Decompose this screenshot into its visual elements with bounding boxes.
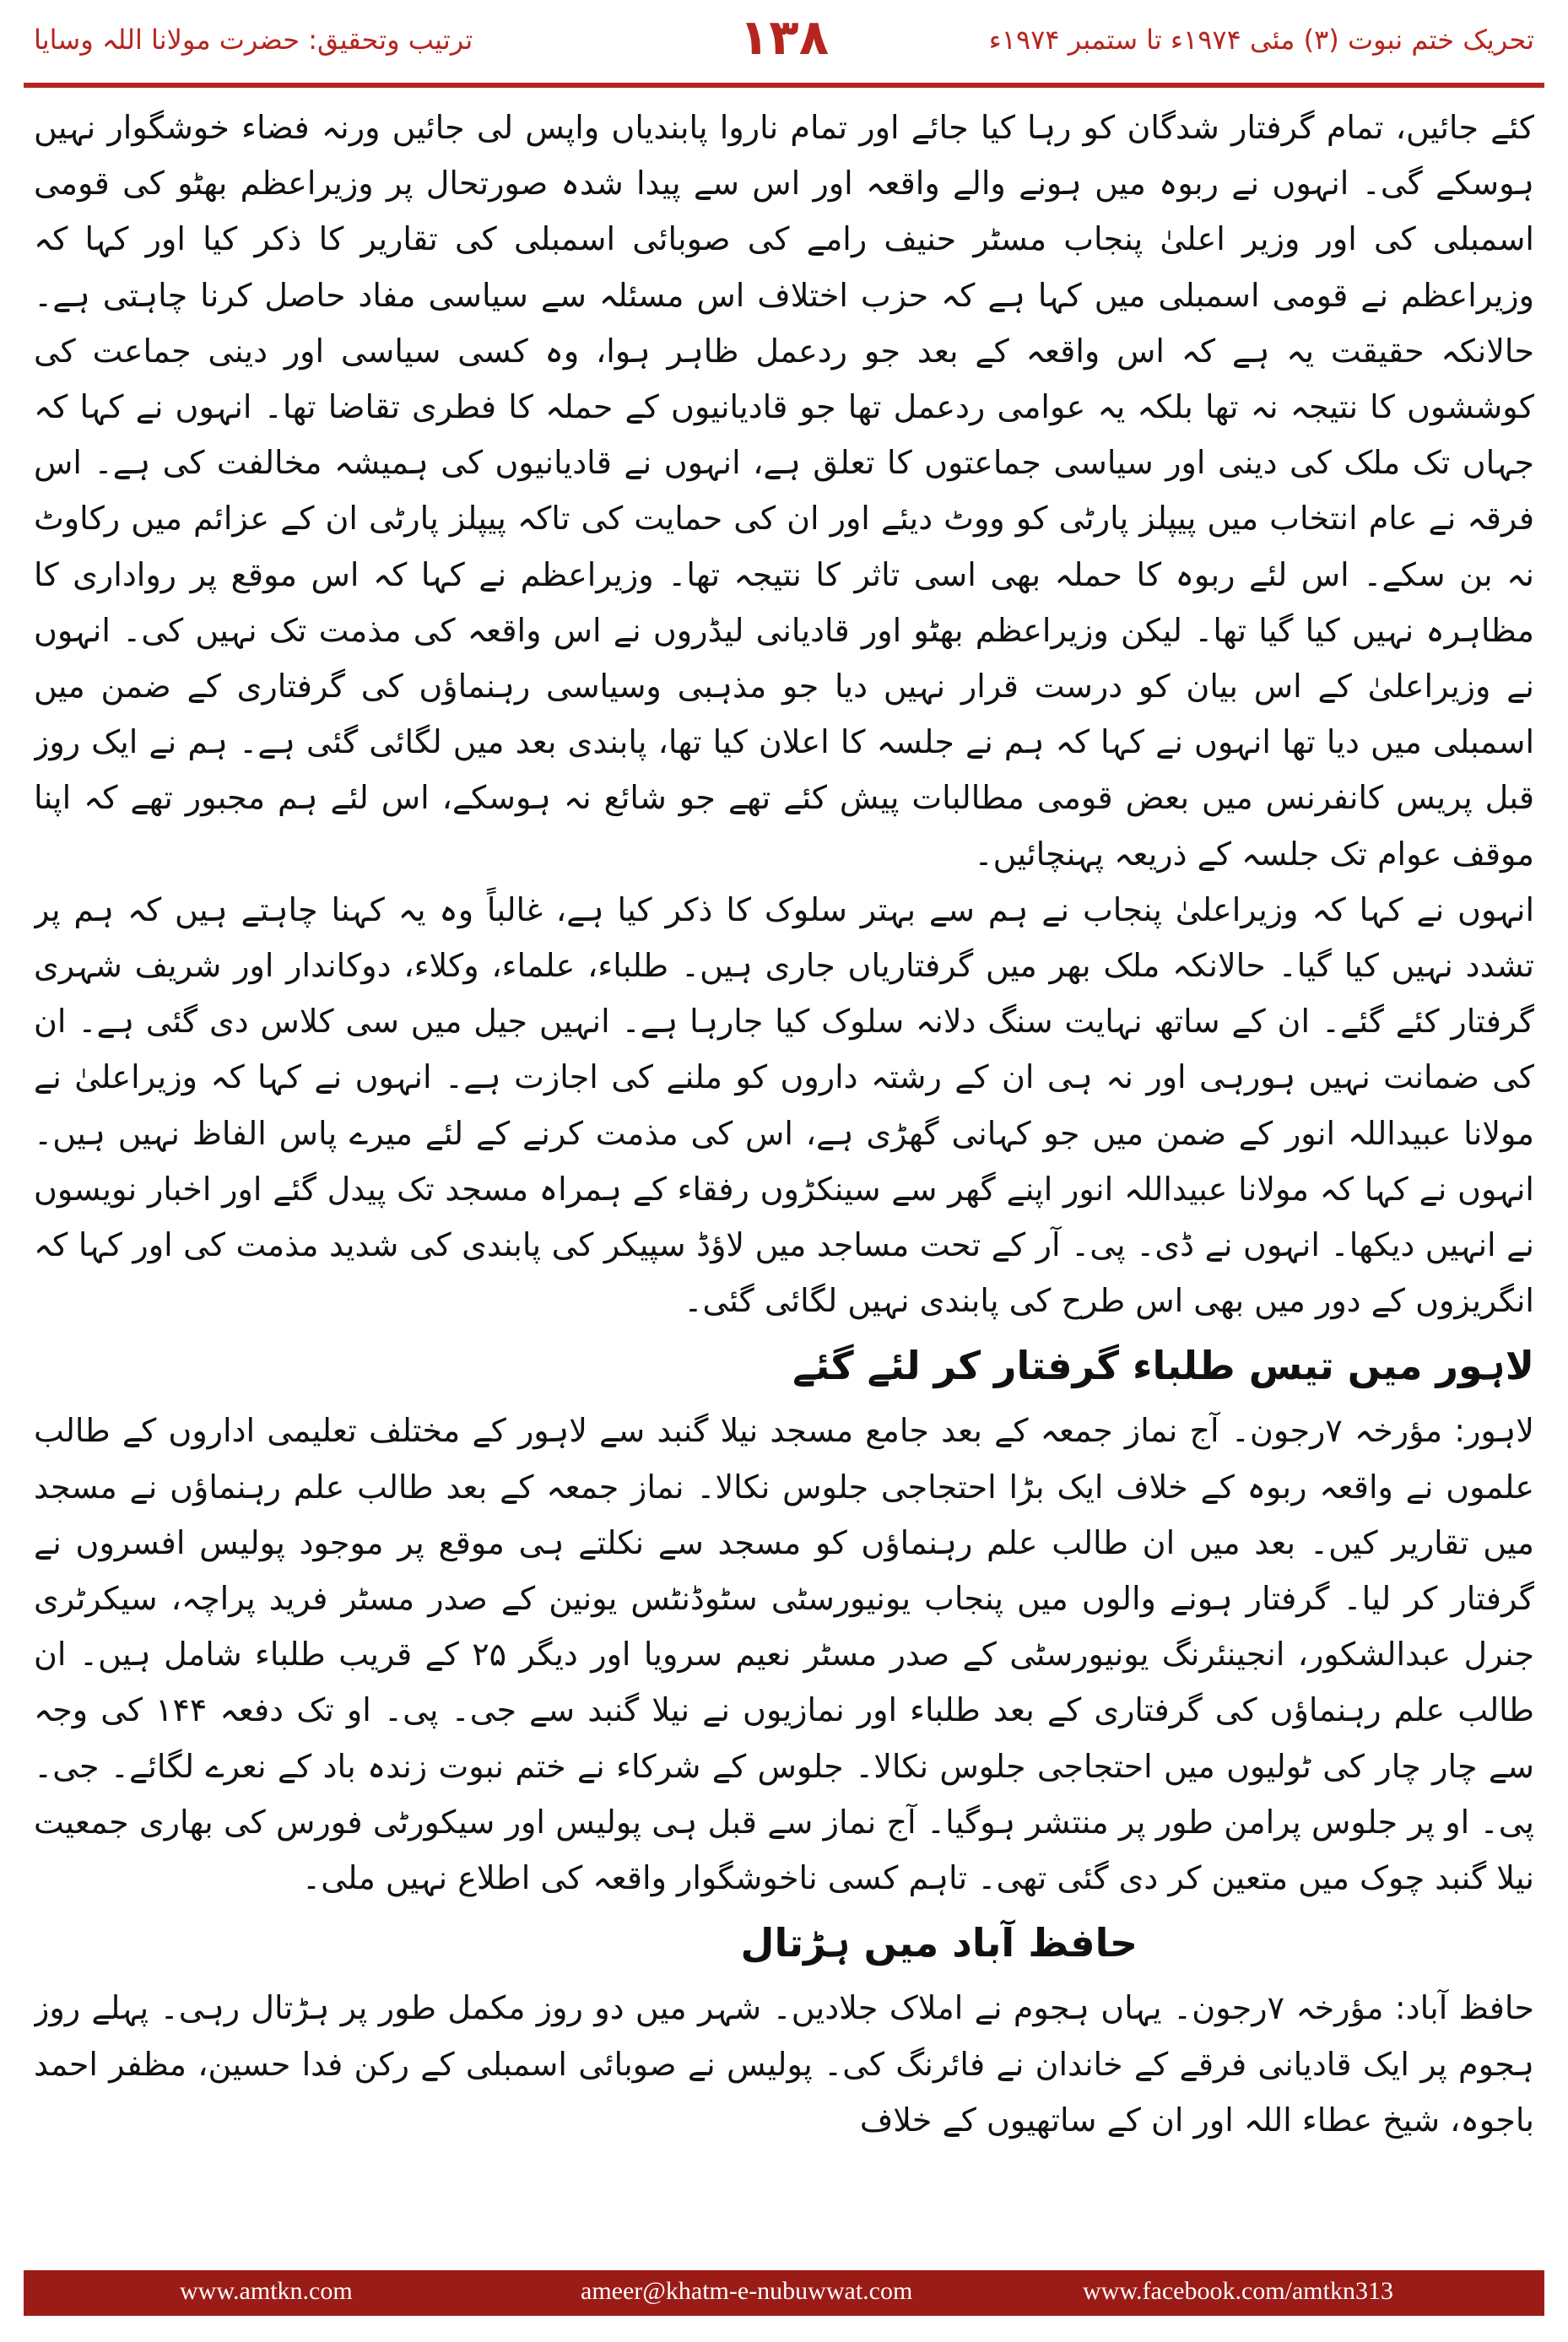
page-header	[0, 0, 1568, 84]
book-title: تحریک ختم نبوت (۳) مئی ۱۹۷۴ء تا ستمبر ۱۹۷۴ء	[988, 24, 1534, 56]
footer-email-link[interactable]: ameer@khatm-e-nubuwwat.com	[581, 2277, 913, 2305]
page-footer	[0, 2270, 1568, 2342]
compiler-credit: ترتیب وتحقیق: حضرت مولانا اللہ وسایا	[34, 24, 473, 56]
footer-website-link[interactable]: www.amtkn.com	[180, 2277, 353, 2305]
section-heading-lahore: لاہور میں تیس طلباء گرفتار کر لئے گئے	[792, 1343, 1534, 1389]
paragraph-1: کئے جائیں، تمام گرفتار شدگان کو رہا کیا جائے اور تمام ناروا پابندیاں واپس لی جائیں ورنہ فضاء خوشگوار نہیں ہوسکے گی۔ انہوں نے ربوہ میں ہونے والے واقعہ اور اس سے پیدا شدہ صورتحال پر وزیراعظم بھٹو کی قومی اسمبلی کی اور وزیر اعلیٰ پنجاب مسٹر حنیف رامے کی صوبائی اسمبلی کی تقاریر کا ذکر کیا اور کہا کہ وزیراعظم نے قومی اسمبلی میں کہا ہے کہ حزب اختلاف اس مسئلہ سے سیاسی مفاد حاصل کرنا چاہتی ہے۔ حالانکہ حقیقت یہ ہے کہ اس واقعہ کے بعد جو ردعمل ظاہر ہوا، وہ کسی سیاسی اور دینی جماعت کی کوششوں کا نتیجہ نہ تھا بلکہ یہ عوامی ردعمل تھا جو قادیانیوں کے حملہ کا فطری تقاضا تھا۔ انہوں نے کہا کہ جہاں تک ملک کی دینی اور سیاسی جماعتوں کا تعلق ہے، انہوں نے قادیانیوں کی ہمیشہ مخالفت کی ہے۔ اس فرقہ نے عام انتخاب میں پیپلز پارٹی کو ووٹ دیئے اور ان کی حمایت کی تاکہ پیپلز پارٹی ان کے عزائم میں رکاوٹ نہ بن سکے۔ اس لئے ربوہ کا حملہ بھی اسی تاثر کا نتیجہ تھا۔ وزیراعظم نے کہا کہ اس موقع پر رواداری کا مظاہرہ نہیں کیا گیا تھا۔ لیکن وزیراعظم بھٹو اور قادیانی لیڈروں نے اس واقعہ کی مذمت تک نہیں کی۔ انہوں نے وزیراعلیٰ کے اس بیان کو درست قرار نہیں دیا جو مذہبی وسیاسی رہنماؤں کی گرفتاری کے ضمن میں اسمبلی میں دیا تھا انہوں نے کہا کہ ہم نے جلسہ کا اعلان کیا تھا، پابندی بعد میں لگائی گئی ہے۔ ہم نے ایک روز قبل پریس کانفرنس میں بعض قومی مطالبات پیش کئے تھے جو شائع نہ ہوسکے، اس لئے ہم مجبور تھے کہ اپنا موقف عوام تک جلسہ کے ذریعہ پہنچائیں۔	[34, 109, 1534, 873]
footer-facebook-link[interactable]: www.facebook.com/amtkn313	[1083, 2277, 1393, 2305]
footer-bar	[24, 2270, 1544, 2316]
section-heading-hafizabad: حافظ آباد میں ہڑتال	[740, 1920, 1138, 1966]
paragraph-4: حافظ آباد: مؤرخہ ۷رجون۔ یہاں ہجوم نے املاک جلادیں۔ شہر میں دو روز مکمل طور پر ہڑتال رہی۔ پہلے روز ہجوم پر ایک قادیانی فرقے کے خاندان نے فائرنگ کی۔ پولیس نے صوبائی اسمبلی کے رکن فدا حسین، مظفر احمد باجوہ، شیخ عطاء اللہ اور ان کے ساتھیوں کے خلاف	[34, 1989, 1534, 2139]
page-body	[34, 100, 1534, 2235]
paragraph-3: لاہور: مؤرخہ ۷رجون۔ آج نماز جمعہ کے بعد جامع مسجد نیلا گنبد سے لاہور کے مختلف تعلیمی اداروں کے طالب علموں نے واقعہ ربوہ کے خلاف ایک بڑا احتجاجی جلوس نکالا۔ نماز جمعہ کے بعد طالب علم رہنماؤں نے مسجد میں تقاریر کیں۔ بعد میں ان طالب علم رہنماؤں کو مسجد سے نکلتے ہی موقع پر موجود پولیس افسروں نے گرفتار کر لیا۔ گرفتار ہونے والوں میں پنجاب یونیورسٹی سٹوڈنٹس یونین کے صدر مسٹر فرید پراچہ، سیکرٹری جنرل عبدالشکور، انجینئرنگ یونیورسٹی کے صدر مسٹر نعیم سرویا اور دیگر ۲۵ کے قریب طلباء شامل ہیں۔ ان طالب علم رہنماؤں کی گرفتاری کے بعد طلباء اور نمازیوں نے نیلا گنبد سے جی۔ پی۔ او تک دفعہ ۱۴۴ کی وجہ سے چار چار کی ٹولیوں میں احتجاجی جلوس نکالا۔ جلوس کے شرکاء نے ختم نبوت زندہ باد کے نعرے لگائے۔ جی۔ پی۔ او پر جلوس پرامن طور پر منتشر ہوگیا۔ آج نماز سے قبل ہی پولیس اور سیکورٹی فورس کی بھاری جمعیت نیلا گنبد چوک میں متعین کر دی گئی تھی۔ تاہم کسی ناخوشگوار واقعہ کی اطلاع نہیں ملی۔	[34, 1412, 1534, 1897]
page-number: ۱۳۸	[738, 8, 830, 66]
header-divider	[24, 83, 1544, 88]
paragraph-2: انہوں نے کہا کہ وزیراعلیٰ پنجاب نے ہم سے بہتر سلوک کا ذکر کیا ہے، غالباً وہ یہ کہنا چاہتے ہیں کہ ہم پر تشدد نہیں کیا گیا۔ حالانکہ ملک بھر میں گرفتاریاں جاری ہیں۔ طلباء، علماء، وکلاء، دوکاندار اور شریف شہری گرفتار کئے گئے۔ ان کے ساتھ نہایت سنگ دلانہ سلوک کیا جارہا ہے۔ انہیں جیل میں سی کلاس دی گئی ہے۔ ان کی ضمانت نہیں ہورہی اور نہ ہی ان کے رشتہ داروں کو ملنے کی اجازت ہے۔ انہوں نے کہا کہ وزیراعلیٰ نے مولانا عبیداللہ انور کے ضمن میں جو کہانی گھڑی ہے، اس کی مذمت کرنے کے لئے میرے پاس الفاظ نہیں ہیں۔ انہوں نے کہا کہ مولانا عبیداللہ انور اپنے گھر سے سینکڑوں رفقاء کے ہمراہ مسجد تک پیدل گئے اور اخبار نویسوں نے انہیں دیکھا۔ انہوں نے ڈی۔ پی۔ آر کے تحت مساجد میں لاؤڈ سپیکر کی پابندی کی شدید مذمت کی اور کہا کہ انگریزوں کے دور میں بھی اس طرح کی پابندی نہیں لگائی گئی۔	[34, 890, 1534, 1320]
